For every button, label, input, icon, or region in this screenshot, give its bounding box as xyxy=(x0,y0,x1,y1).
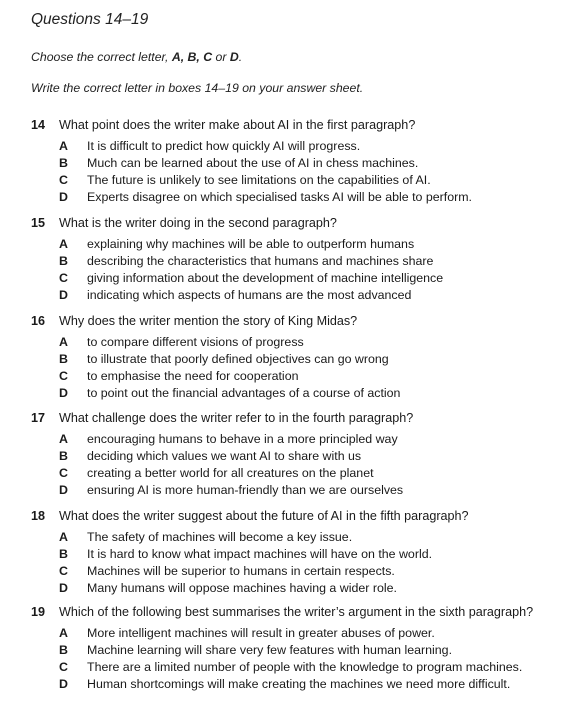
instruction-prefix: Choose the correct letter, xyxy=(31,50,172,64)
question-line xyxy=(31,605,571,619)
question-block xyxy=(31,118,571,206)
question-text: What is the writer doing in the second paragraph? xyxy=(59,216,337,230)
question-number: 15 xyxy=(31,216,46,230)
question-line xyxy=(31,216,571,230)
option-letter: B xyxy=(59,156,68,170)
option-text: describing the characteristics that humans and machines share xyxy=(87,254,434,268)
option-letter: A xyxy=(59,530,68,544)
question-number: 16 xyxy=(31,314,46,328)
option-text: indicating which aspects of humans are the most advanced xyxy=(87,288,412,302)
question-text: Why does the writer mention the story of King Midas? xyxy=(59,314,358,328)
option-letter: D xyxy=(59,677,68,691)
question-line xyxy=(31,118,571,132)
question-text: Which of the following best summarises the writer’s argument in the sixth paragraph? xyxy=(59,605,534,619)
option-text: to point out the financial advantages of a course of action xyxy=(87,386,401,400)
option-letter: C xyxy=(59,660,68,674)
option-letter: B xyxy=(59,449,68,463)
option-row xyxy=(31,642,571,659)
option-row xyxy=(31,482,571,499)
option-row xyxy=(31,236,571,253)
question-block xyxy=(31,314,571,402)
question-number: 17 xyxy=(31,411,46,425)
options-list xyxy=(31,431,571,499)
option-row xyxy=(31,385,571,402)
option-row xyxy=(31,334,571,351)
question-text: What point does the writer make about AI in the first paragraph? xyxy=(59,118,416,132)
question-block xyxy=(31,509,571,597)
option-row xyxy=(31,189,571,206)
option-letter: D xyxy=(59,288,68,302)
option-text: It is difficult to predict how quickly AI will progress. xyxy=(87,139,361,153)
option-row xyxy=(31,270,571,287)
option-row xyxy=(31,448,571,465)
instruction-or: or xyxy=(212,50,230,64)
option-text: to illustrate that poorly defined objectives can go wrong xyxy=(87,352,389,366)
options-list xyxy=(31,138,571,206)
option-text: Machines will be superior to humans in certain respects. xyxy=(87,564,395,578)
instruction-answer-sheet: Write the correct letter in boxes 14–19 on your answer sheet. xyxy=(31,81,364,95)
options-list xyxy=(31,529,571,597)
option-text: Human shortcomings will make creating the machines we need more difficult. xyxy=(87,677,511,691)
question-number: 19 xyxy=(31,605,46,619)
option-row xyxy=(31,287,571,304)
option-text: explaining why machines will be able to outperform humans xyxy=(87,237,415,251)
option-text: The safety of machines will become a key issue. xyxy=(87,530,353,544)
option-row xyxy=(31,351,571,368)
option-letter: D xyxy=(59,386,68,400)
option-row xyxy=(31,580,571,597)
option-row xyxy=(31,155,571,172)
option-letter: C xyxy=(59,564,68,578)
option-letter: B xyxy=(59,254,68,268)
option-row xyxy=(31,546,571,563)
option-letter: C xyxy=(59,369,68,383)
option-text: Many humans will oppose machines having a wider role. xyxy=(87,581,397,595)
option-text: ensuring AI is more human-friendly than we are ourselves xyxy=(87,483,404,497)
option-row xyxy=(31,465,571,482)
option-letter: C xyxy=(59,271,68,285)
options-list xyxy=(31,625,571,693)
instruction-letters: A, B, C xyxy=(171,50,213,64)
question-text: What challenge does the writer refer to in the fourth paragraph? xyxy=(59,411,414,425)
option-row xyxy=(31,253,571,270)
question-number: 18 xyxy=(31,509,46,523)
option-text: Experts disagree on which specialised tasks AI will be able to perform. xyxy=(87,190,472,204)
option-letter: A xyxy=(59,237,68,251)
option-letter: A xyxy=(59,335,68,349)
instruction-end: . xyxy=(238,50,243,64)
option-text: deciding which values we want AI to share with us xyxy=(87,449,362,463)
instruction-last-letter: D xyxy=(229,50,239,64)
option-text: Much can be learned about the use of AI in chess machines. xyxy=(87,156,419,170)
option-text: It is hard to know what impact machines will have on the world. xyxy=(87,547,433,561)
option-row xyxy=(31,138,571,155)
option-text: The future is unlikely to see limitations on the capabilities of AI. xyxy=(87,173,431,187)
option-letter: D xyxy=(59,190,68,204)
question-line xyxy=(31,411,571,425)
option-text: creating a better world for all creatures on the planet xyxy=(87,466,374,480)
option-row xyxy=(31,529,571,546)
question-number: 14 xyxy=(31,118,46,132)
option-row xyxy=(31,368,571,385)
option-text: encouraging humans to behave in a more principled way xyxy=(87,432,398,446)
option-text: There are a limited number of people with the knowledge to program machines. xyxy=(87,660,523,674)
option-letter: A xyxy=(59,626,68,640)
option-row xyxy=(31,431,571,448)
options-list xyxy=(31,334,571,402)
option-row xyxy=(31,676,571,693)
option-letter: C xyxy=(59,466,68,480)
option-letter: A xyxy=(59,432,68,446)
question-block xyxy=(31,605,571,693)
question-block xyxy=(31,411,571,499)
section-title: Questions 14–19 xyxy=(31,11,149,28)
option-letter: B xyxy=(59,643,68,657)
option-text: Machine learning will share very few features with human learning. xyxy=(87,643,453,657)
option-text: to compare different visions of progress xyxy=(87,335,304,349)
question-text: What does the writer suggest about the future of AI in the fifth paragraph? xyxy=(59,509,469,523)
option-text: More intelligent machines will result in greater abuses of power. xyxy=(87,626,435,640)
option-letter: D xyxy=(59,581,68,595)
option-row xyxy=(31,172,571,189)
option-letter: D xyxy=(59,483,68,497)
option-row xyxy=(31,563,571,580)
question-block xyxy=(31,216,571,304)
question-line xyxy=(31,509,571,523)
option-letter: A xyxy=(59,139,68,153)
option-text: to emphasise the need for cooperation xyxy=(87,369,299,383)
question-line xyxy=(31,314,571,328)
instruction-choose-letter xyxy=(31,50,242,64)
option-letter: B xyxy=(59,547,68,561)
options-list xyxy=(31,236,571,304)
option-text: giving information about the development of machine intelligence xyxy=(87,271,444,285)
option-letter: B xyxy=(59,352,68,366)
option-row xyxy=(31,659,571,676)
option-row xyxy=(31,625,571,642)
option-letter: C xyxy=(59,173,68,187)
